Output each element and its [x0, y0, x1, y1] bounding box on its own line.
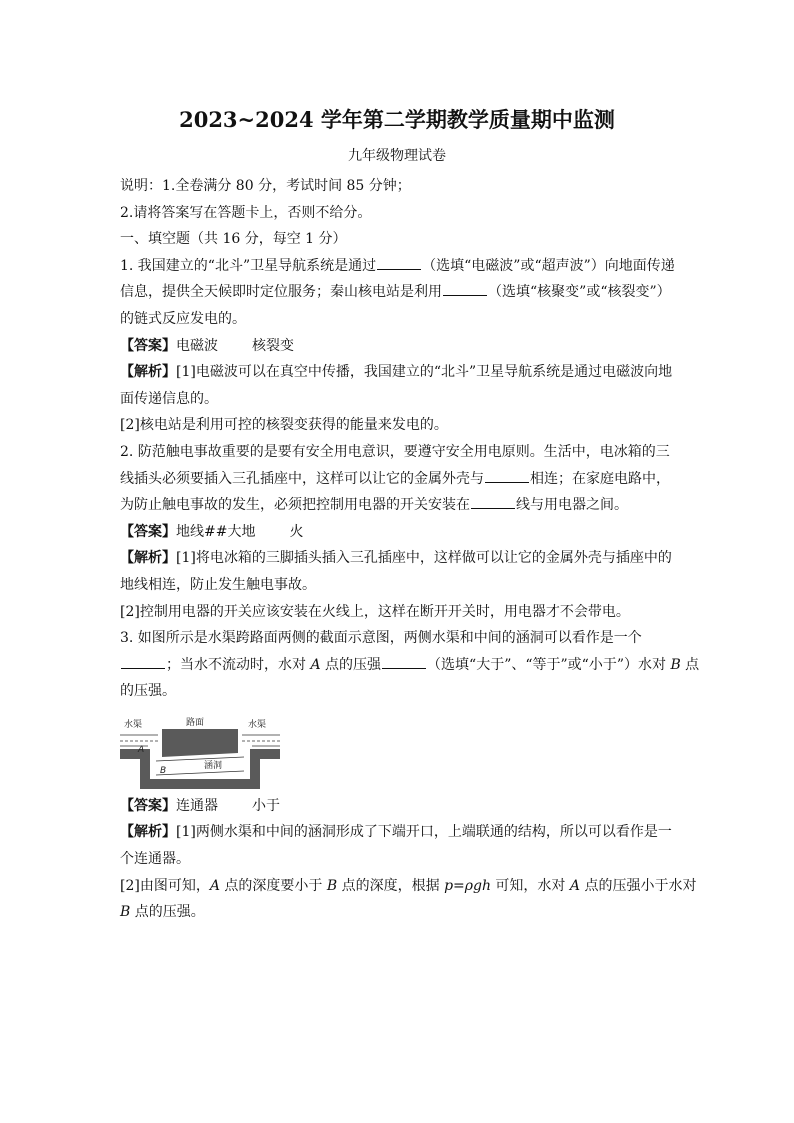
culvert-line	[156, 757, 244, 761]
analysis-tag: 【解析】	[120, 824, 176, 841]
q1-line-1	[120, 253, 676, 280]
page-title: 2023~2024 学年第二学期教学质量期中监测	[179, 107, 615, 132]
analysis-tag: 【解析】	[120, 364, 176, 381]
canal-diagram	[120, 717, 280, 789]
q1-analysis-2: 面传递信息的。	[120, 390, 218, 407]
point-b-label: B	[120, 904, 131, 921]
q1-analysis-1	[120, 359, 676, 386]
answer-tag: 【答案】	[120, 523, 176, 540]
q3-text: 点	[680, 656, 700, 673]
q3-analysis-3	[120, 873, 697, 900]
q2-text: 为防止触电事故的发生，必须把控制用电器的开关安装在	[120, 497, 470, 514]
page-subtitle: 九年级物理试卷	[348, 148, 446, 164]
q2-line-1: 2. 防范触电事故重要的是要有安全用电意识，要遵守安全用电原则。生活中，电冰箱的三	[120, 443, 670, 460]
analysis-tag: 【解析】	[120, 550, 176, 567]
exam-body	[120, 173, 700, 926]
q3-text: 点的压强	[320, 656, 382, 673]
q2-analysis-2: 地线相连，防止发生触电事故。	[120, 576, 316, 593]
q1-text: 信息，提供全天候即时定位服务；秦山核电站是利用	[120, 284, 442, 301]
analysis-text: [1]电磁波可以在真空中传播，我国建立的“北斗”卫星导航系统是通过电磁波向地	[176, 364, 673, 381]
analysis-text: 点的深度要小于	[219, 877, 327, 894]
analysis-text: [2]由图可知，	[120, 877, 210, 894]
q2-analysis-3: [2]控制用电器的开关应该安装在火线上，这样在断开开关时，用电器才不会带电。	[120, 603, 630, 620]
q3-text: （选填“大于”、“等于”或“小于”）水对	[427, 656, 671, 673]
q2-blank-2	[471, 494, 515, 509]
answer-value: 核裂变	[252, 337, 294, 354]
answer-tag: 【答案】	[120, 797, 176, 814]
note-line-1: 说明：1.全卷满分 80 分，考试时间 85 分钟；	[120, 178, 411, 194]
point-b-marker: B	[160, 765, 167, 776]
q1-analysis-3: [2]核电站是利用可控的核裂变获得的能量来发电的。	[120, 417, 448, 434]
road-label: 路面	[186, 717, 205, 728]
answer-value: 火	[289, 523, 304, 540]
culvert-label: 涵洞	[204, 760, 223, 771]
point-a-label: A	[310, 656, 321, 673]
road-block	[162, 729, 238, 757]
q2-analysis-1	[120, 545, 676, 572]
analysis-text: 可知，水对	[490, 877, 570, 894]
q3-analysis-2: 个连通器。	[120, 851, 190, 868]
point-b-label: B	[326, 877, 338, 894]
answer-value: 电磁波	[176, 337, 218, 354]
answer-value: 小于	[252, 797, 280, 814]
q1-blank-1	[377, 255, 421, 270]
analysis-text: 点的压强小于水对	[580, 877, 697, 894]
analysis-text: 点的深度，根据	[337, 877, 445, 894]
q3-blank-2	[382, 654, 426, 669]
analysis-text: 点的压强。	[130, 904, 205, 921]
q1-blank-2	[443, 281, 487, 296]
q3-line-2	[120, 652, 700, 679]
q1-line-2	[120, 279, 676, 306]
q1-text: （选填“电磁波”或“超声波”）向地面传递	[422, 257, 675, 274]
q3-text: ；当水不流动时，水对	[166, 656, 311, 673]
q1-text: 1. 我国建立的“北斗”卫星导航系统是通过	[120, 257, 377, 274]
point-a-label: A	[209, 877, 220, 894]
analysis-text: [1]将电冰箱的三脚插头插入三孔插座中，这样做可以让它的金属外壳与插座中的	[176, 550, 672, 567]
q3-blank-1	[121, 654, 165, 669]
q1-answer	[120, 333, 676, 360]
point-a-marker: A	[138, 744, 145, 755]
q2-line-3	[120, 492, 676, 519]
culvert-line	[156, 771, 244, 775]
q3-analysis-1	[120, 819, 676, 846]
q3-analysis-4	[120, 899, 676, 926]
pressure-formula: p=ρgh	[444, 877, 491, 894]
left-canal-label: 水渠	[124, 719, 143, 730]
q2-text: 线插头必须要插入三孔插座中，这样可以让它的金属外壳与	[120, 470, 484, 487]
answer-tag: 【答案】	[120, 337, 176, 354]
q2-line-2	[120, 466, 676, 493]
right-canal-label: 水渠	[248, 719, 267, 730]
answer-value: 地线##大地	[176, 523, 256, 540]
q2-text: 线与用电器之间。	[516, 497, 628, 514]
canal-culvert-figure	[120, 717, 676, 789]
answer-value: 连通器	[176, 797, 218, 814]
q3-line-3: 的压强。	[120, 683, 176, 700]
q1-line-3: 的链式反应发电的。	[120, 310, 246, 327]
section-heading: 一、填空题（共 16 分，每空 1 分）	[120, 231, 347, 248]
q2-answer	[120, 519, 676, 546]
q2-blank-1	[485, 468, 529, 483]
q1-text: （选填“核聚变”或“核裂变”）	[488, 284, 671, 301]
analysis-text: [1]两侧水渠和中间的涵洞形成了下端开口，上端联通的结构，所以可以看作是一	[176, 824, 672, 841]
note-line-2: 2.请将答案写在答题卡上，否则不给分。	[120, 204, 372, 221]
q3-line-1: 3. 如图所示是水渠跨路面两侧的截面示意图，两侧水渠和中间的涵洞可以看作是一个	[120, 630, 642, 647]
point-a-label: A	[569, 877, 581, 894]
q3-answer	[120, 793, 676, 820]
point-b-label: B	[670, 656, 681, 673]
q2-text: 相连；在家庭电路中，	[530, 470, 670, 487]
